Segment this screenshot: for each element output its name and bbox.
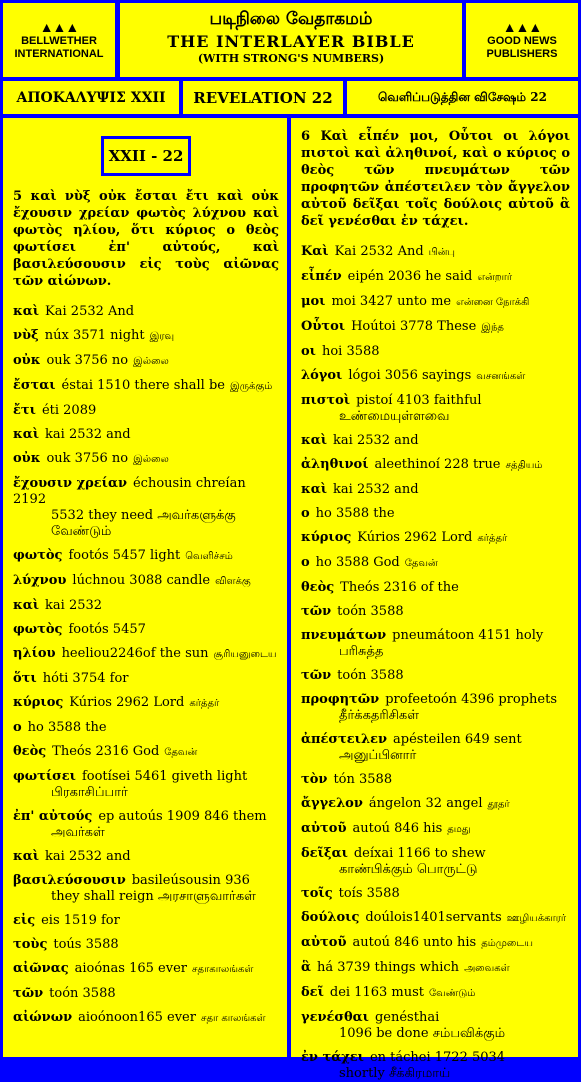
greek-word: δεῖ [301,985,324,1000]
greek-word: δούλοις [301,910,360,925]
interlinear-row [13,769,279,801]
greek-word: τὸν [301,772,328,787]
interlinear-row [13,548,279,565]
greek-word: οὐκ [13,353,41,368]
greek-word: αὐτοῦ [301,821,347,836]
interlinear-row [301,985,570,1002]
english-gloss: ouk 3756 no [46,451,129,466]
english-gloss: toón 3588 [337,604,404,619]
english-gloss: doúlois1401servants [365,910,502,925]
greek-word: ἐπ' αὐτούς [13,809,93,824]
book-tamil: வெளிப்படுத்தின விசேஷம் 22 [347,81,578,114]
english-gloss: toís 3588 [338,886,400,901]
greek-word: νὺξ [13,328,39,343]
english-gloss: footós 5457 light [68,548,181,563]
greek-word: καὶ [301,433,328,448]
english-gloss: kai 2532 and [333,482,419,497]
greek-word: ἔσται [13,378,56,393]
page-title-block [120,3,462,77]
interlinear-row [301,1010,570,1042]
interlinear-row [301,530,570,547]
english-gloss: ouk 3756 no [46,353,129,368]
english-gloss: autoú 846 unto his [352,935,477,950]
greek-word: καὶ [13,598,40,613]
tamil-gloss: இந்த [481,322,504,333]
greek-word: πιστοὶ [301,393,351,408]
interlinear-row [301,910,570,927]
english-gloss: lógoi 3056 sayings [348,368,472,383]
english-gloss: kai 2532 and [45,849,131,864]
english-gloss: aioónoon165 ever [78,1010,196,1025]
interlinear-row [13,873,279,905]
interlinear-row [301,692,570,724]
greek-word: λόγοι [301,368,343,383]
good-news-logo-text: GOOD NEWS PUBLISHERS [486,35,558,60]
greek-word: κύριος [301,530,352,545]
english-gloss: basileúsousin 936 [131,873,250,888]
english-gloss: échousin chreían 2192 [13,476,246,507]
interlinear-row [13,573,279,590]
greek-word: πνευμάτων [301,628,387,643]
tamil-gloss: தேவன் [404,558,438,569]
english-gloss: hóti 3754 for [42,671,129,686]
tamil-gloss: இல்லை [133,454,169,465]
left-interlinear-list [13,304,279,1027]
chapter-tag: XXII - 22 [101,136,191,176]
greek-word: αἰώνων [13,1010,73,1025]
english-gloss: Kúrios 2962 Lord [357,530,473,545]
interlinear-row [13,304,279,320]
tamil-gloss: கர்த்தர் [477,533,508,544]
english-gloss: en táchei 1722 5034 [369,1050,506,1065]
greek-word: φωτὸς [13,622,63,637]
gloss-continuation: தீர்க்கதரிசிகள் [339,708,419,723]
verse-6-text: 6 Καὶ εἶπέν μοι, Οὗτοι οι λόγοι πιστοὶ καὶ ἀληθινοί, καὶ ο κύριος ο θεὸς τῶν πνευμάτων τῶν προφητῶν ἀπέστειλεν τὸν ἄγγελον αὐτοῦ δεῖξαι τοῖς δούλοις αὐτοῦ ἃ δεῖ γενέσθαι ἐν τάχει. [301,129,570,229]
greek-word: εἰς [13,913,36,928]
interlinear-row [301,368,570,385]
greek-word: κύριος [13,695,64,710]
tamil-gloss: ஊழியக்காரர் [506,913,567,924]
right-interlinear-list [301,244,570,1082]
gloss-continuation: 5532 they need அவர்களுக்கு வேண்டும் [51,508,236,539]
english-gloss: éstai 1510 there shall be [61,378,225,393]
interlinear-row [301,294,570,311]
greek-word: καὶ [13,849,40,864]
gloss-continuation: they shall reign அரசாளுவார்கள் [51,889,256,904]
greek-word: ἔχουσιν χρείαν [13,476,127,491]
english-gloss: Hoútoi 3778 These [351,319,477,334]
interlinear-row [13,913,279,929]
tamil-gloss: என்னை நோக்கி [456,297,530,308]
english-gloss: pistoí 4103 faithful [356,393,482,408]
greek-word: ο [301,506,310,521]
greek-word: οὐκ [13,451,41,466]
interlinear-row [301,821,570,838]
greek-word: βασιλεύσουσιν [13,873,126,888]
interlinear-row [301,244,570,261]
greek-word: Καὶ [301,244,329,259]
english-gloss: apésteilen 649 sent [393,732,522,747]
tamil-gloss: வெளிச்சம் [185,551,233,562]
english-gloss: ángelon 32 angel [368,796,483,811]
english-gloss: lúchnou 3088 candle [72,573,211,588]
gloss-continuation: பிரகாசிப்பார் [51,785,128,800]
interlinear-row [301,1050,570,1082]
greek-word: ἀληθινοί [301,457,369,472]
interlinear-row [301,732,570,764]
greek-word: καὶ [13,427,40,442]
logo-emblem-icon: ▲▲▲ [502,19,542,35]
greek-word: ο [301,555,310,570]
greek-word: θεὸς [13,744,47,759]
interlinear-row [13,720,279,736]
tamil-gloss: சூரியனுடைய [213,649,277,660]
interlinear-row [13,849,279,865]
logo-emblem-icon: ▲▲▲ [39,19,79,35]
greek-word: ὅτι [13,671,37,686]
greek-word: φωτὸς [13,548,63,563]
tamil-gloss: தமது [447,824,471,835]
english-gloss: dei 1163 must [329,985,424,1000]
english-gloss: footós 5457 [68,622,146,637]
english-gloss: pneumátoon 4151 holy [392,628,544,643]
interlinear-row [301,846,570,878]
tamil-gloss: சதா காலங்கள் [200,1013,266,1024]
greek-word: ἀπέστειλεν [301,732,387,747]
tamil-gloss: தூதர் [487,799,510,810]
english-gloss: Kúrios 2962 Lord [69,695,185,710]
greek-word: τοῖς [301,886,333,901]
verse-5-text: 5 καὶ νὺξ οὐκ ἔσται ἔτι καὶ οὐκ ἔχουσιν χρείαν φωτὸς λύχνου καὶ φωτὸς ηλίου, ὅτι κύριος ο θεὸς φωτίσει ἐπ' αὐτούς, καὶ βασιλεύσουσιν εἰς τοὺς αἰῶνας τῶν αἰώνων. [13,189,279,289]
greek-word: ο [13,720,22,735]
interlinear-row [13,427,279,443]
tamil-gloss: வசனங்கள் [476,371,526,382]
gloss-continuation: பரிசுத்த [339,644,384,659]
interlinear-row [301,580,570,596]
interlinear-row [301,604,570,620]
interlinear-row [13,986,279,1002]
english-gloss: kai 2532 [45,598,103,613]
tamil-gloss: சதாகாலங்கள் [192,964,254,975]
english-gloss: heeliou2246of the sun [61,646,209,661]
good-news-logo [466,3,578,77]
greek-word: μοι [301,294,326,309]
english-gloss: eis 1519 for [41,913,120,928]
english-gloss: hoi 3588 [321,344,380,359]
tamil-gloss: தம்முடைய [481,938,533,949]
tamil-gloss: பின்பு [428,247,455,258]
english-gloss: núx 3571 night [44,328,145,343]
greek-word: τῶν [301,604,332,619]
tamil-gloss: விளக்கு [215,576,251,587]
interlinear-row [13,961,279,978]
english-gloss: tón 3588 [333,772,393,787]
interlinear-row [13,744,279,761]
greek-word: Οὗτοι [301,319,346,334]
english-gloss: ep autoús 1909 846 them [98,809,267,824]
interlinear-row [13,403,279,419]
greek-word: προφητῶν [301,692,380,707]
interlinear-row [301,555,570,572]
english-gloss: footísei 5461 giveth light [81,769,248,784]
title-tamil: படிநிலை வேதாகமம் [209,9,373,29]
greek-word: τῶν [13,986,44,1001]
interlinear-row [13,646,279,663]
english-gloss: kai 2532 and [333,433,419,448]
interlinear-row [301,628,570,660]
greek-word: φωτίσει [13,769,76,784]
tamil-gloss: வேண்டும் [429,988,476,999]
book-english: REVELATION 22 [183,81,343,114]
english-gloss: aleethinoí 228 true [374,457,501,472]
interlinear-row [301,506,570,522]
english-gloss: há 3739 things which [317,960,460,975]
interlinear-row [13,476,279,540]
interlinear-row [301,393,570,425]
english-gloss: moi 3427 unto me [331,294,452,309]
interlinear-row [301,482,570,498]
interlinear-row [301,960,570,977]
left-column [3,118,287,1057]
english-gloss: aioónas 165 ever [74,961,188,976]
greek-word: λύχνου [13,573,67,588]
english-gloss: ho 3588 the [27,720,107,735]
tamil-gloss: இல்லை [133,356,169,367]
interlinear-row [301,457,570,474]
interlinear-row [301,319,570,336]
english-gloss: profeetoón 4396 prophets [385,692,558,707]
bellwether-logo [3,3,115,77]
greek-word: τῶν [301,668,332,683]
tamil-gloss: இருக்கும் [229,381,273,392]
greek-word: ἃ [301,960,312,975]
interlinear-row [13,328,279,345]
greek-word: αὐτοῦ [301,935,347,950]
greek-word: ηλίου [13,646,56,661]
gloss-continuation: காண்பிக்கும் பொருட்டு [339,862,478,877]
english-gloss: toón 3588 [49,986,116,1001]
greek-word: οι [301,344,316,359]
interlinear-row [301,935,570,952]
greek-word: ἐν τάχει [301,1050,364,1065]
interlinear-row [13,353,279,370]
interlinear-row [13,671,279,687]
interlinear-row [301,796,570,813]
gloss-continuation: உண்மையுள்ளவை [339,409,450,424]
interlinear-row [13,809,279,841]
interlinear-row [13,1010,279,1027]
page-title: THE INTERLAYER BIBLE [167,32,415,51]
gloss-continuation: அனுப்பினார் [339,748,417,763]
tamil-gloss: இரவு [149,331,175,342]
tamil-gloss: அவைகள் [464,963,510,974]
english-gloss: kai 2532 and [45,427,131,442]
greek-word: εἶπέν [301,269,342,284]
interlinear-row [13,937,279,953]
tamil-gloss: சத்தியம் [505,460,543,471]
gloss-continuation: அவர்கள் [51,825,105,840]
english-gloss: ho 3588 God [315,555,400,570]
greek-word: γενέσθαι [301,1010,369,1025]
english-gloss: toón 3588 [337,668,404,683]
english-gloss: autoú 846 his [352,821,443,836]
interlinear-row [301,668,570,684]
english-gloss: toús 3588 [53,937,119,952]
interlinear-row [301,269,570,286]
english-gloss: deíxai 1166 to shew [353,846,486,861]
interlinear-row [13,451,279,468]
gloss-continuation: shortly சீக்கிரமாய் [339,1066,451,1081]
greek-word: καὶ [13,304,40,319]
greek-word: αἰῶνας [13,961,69,976]
english-gloss: ho 3588 the [315,506,395,521]
greek-word: ἄγγελον [301,796,363,811]
right-column [291,118,578,1081]
english-gloss: Theós 2316 of the [340,580,459,595]
interlinear-row [13,598,279,614]
english-gloss: Kai 2532 And [45,304,135,319]
english-gloss: eipén 2036 he said [347,269,473,284]
english-gloss: genésthai [374,1010,440,1025]
tamil-gloss: கர்த்தர் [189,698,220,709]
interlinear-row [13,622,279,638]
english-gloss: éti 2089 [41,403,97,418]
interlinear-row [301,433,570,449]
gloss-continuation: 1096 be done சம்பவிக்கும் [339,1026,506,1041]
interlinear-row [13,695,279,712]
english-gloss: Kai 2532 And [334,244,424,259]
greek-word: θεὸς [301,580,335,595]
interlinear-row [301,344,570,360]
greek-word: τοὺς [13,937,48,952]
book-greek: ΑΠΟΚΑΛΥΨΙΣ XXII [3,81,179,114]
greek-word: δεῖξαι [301,846,348,861]
greek-word: ἔτι [13,403,36,418]
interlinear-row [13,378,279,395]
page-subtitle: (WITH STRONG'S NUMBERS) [197,52,385,65]
interlinear-row [301,772,570,788]
greek-word: καὶ [301,482,328,497]
tamil-gloss: தேவன் [164,747,198,758]
english-gloss: Theós 2316 God [52,744,160,759]
interlinear-row [301,886,570,902]
bellwether-logo-text: BELLWETHER INTERNATIONAL [14,35,104,60]
tamil-gloss: என்றார் [477,272,513,283]
